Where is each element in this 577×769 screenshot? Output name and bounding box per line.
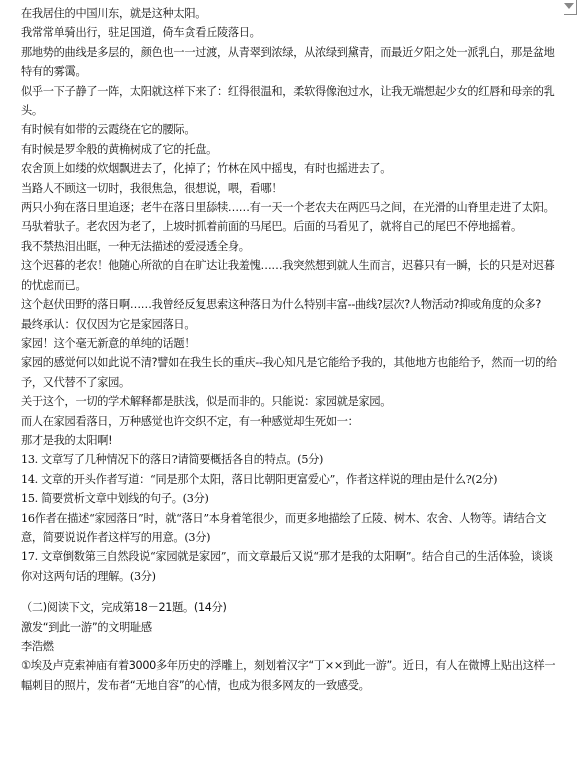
article-paragraph: ①埃及卢克索神庙有着3000多年历史的浮雕上，刻划着汉字“丁××到此一游”。近日，有人在微博上贴出这样一幅刺目的照片，发布者“无地自容”的心情，也成为很多网友的一致感受。 <box>21 659 556 692</box>
passage-line: 我不禁热泪出眶，一种无法描述的爱浸透全身。 <box>21 239 250 253</box>
passage-line: 这个迟暮的老农！他随心所欲的自在旷达让我羞愧……我突然想到就人生而言，迟暮只有一瞬，长的只是对迟暮的忧虑而已。 <box>21 259 555 292</box>
passage-line: 这个赵伏田野的落日啊……我曾经反复思索这种落日为什么特别丰富--曲线?层次?人物活动?抑或角度的众多? <box>21 298 541 312</box>
passage-line: 有时候有如带的云霞绕在它的腰际。 <box>21 123 196 137</box>
passage-line: 我常常单骑出行，驻足国道，倚车贪看丘陵落日。 <box>21 26 261 40</box>
passage-line: 家园的感觉何以如此说不清?譬如在我生长的重庆--我心知凡是它能给予我的，其他地方也能给予，然而一切的给予，又代替不了家园。 <box>21 356 557 389</box>
passage-line: 关于这个，一切的学术解释都是肤浅，似是而非的。只能说：家园就是家园。 <box>21 395 392 409</box>
question-list <box>21 450 561 586</box>
passage-line: 那地势的曲线是多层的，颜色也一一过渡，从青翠到浓绿，从浓绿到黛青，而最近夕阳之处一派乳白，那是盆地特有的雾霭。 <box>21 45 555 79</box>
passage-line: 家园！这个毫无新意的单纯的话题！ <box>21 336 196 350</box>
question-item: 17. 文章倒数第三自然段说“家园就是家园”，而文章最后又说“那才是我的太阳啊”。结合自己的生活体验，谈谈你对这两句话的理解。(3分) <box>21 550 553 583</box>
passage-line: 农舍顶上如缕的炊烟飘进去了，化掉了；竹林在风中摇曳，有时也摇进去了。 <box>21 162 392 176</box>
section-heading: （二)阅读下文，完成第18－21题。(14分) <box>21 601 227 615</box>
passage-line: 有时候是罗伞般的黄桷树成了它的托盘。 <box>21 142 217 156</box>
passage-line: 最终承认：仅仅因为它是家园落日。 <box>21 317 196 331</box>
question-item: 14. 文章的开头作者写道：“同是那个太阳，落日比朝阳更富爱心”，作者这样说的理由是什么?(2分) <box>21 472 498 486</box>
question-item: 15. 简要赏析文章中划线的句子。(3分) <box>21 492 209 506</box>
passage-line: 在我居住的中国川东，就是这种太阳。 <box>21 7 207 20</box>
question-item: 13. 文章写了几种情况下的落日?请简要概括各自的特点。(5分) <box>21 453 324 467</box>
article-title: 激发“到此一游”的文明耻感 <box>21 620 152 634</box>
passage <box>21 4 561 450</box>
dropdown-arrow-icon[interactable] <box>564 0 577 15</box>
article-author: 李浩燃 <box>21 640 54 653</box>
passage-line: 两只小狗在落日里追逐；老牛在落日里舔犊……有一天一个老农夫在两匹马之间，在光滑的山脊里走进了太阳。马驮着驮子。老农因为老了，上坡时抓着前面的马尾巴。后面的马看见了，就将自己的尾巴不停地摇着。 <box>21 201 555 234</box>
passage-line: 而人在家园看落日，万种感觉也许交织不定，有一种感觉却生死如一： <box>21 414 359 428</box>
passage-line: 那才是我的太阳啊! <box>21 433 113 447</box>
section-2 <box>21 598 561 695</box>
question-item: 16作者在描述“家园落日”时，就“落日”本身着笔很少，而更多地描绘了丘陵、树木、农舍、人物等。请结合文意，简要说说作者这样写的用意。(3分) <box>21 511 547 544</box>
passage-line: 似乎一下子静了一阵，太阳就这样下来了：红得很温和，柔软得像泡过水，让我无端想起少女的红唇和母亲的乳头。 <box>21 84 555 118</box>
passage-line: 当路人不顾这一切时，我很焦急，很想说，喂，看哪！ <box>21 181 283 195</box>
